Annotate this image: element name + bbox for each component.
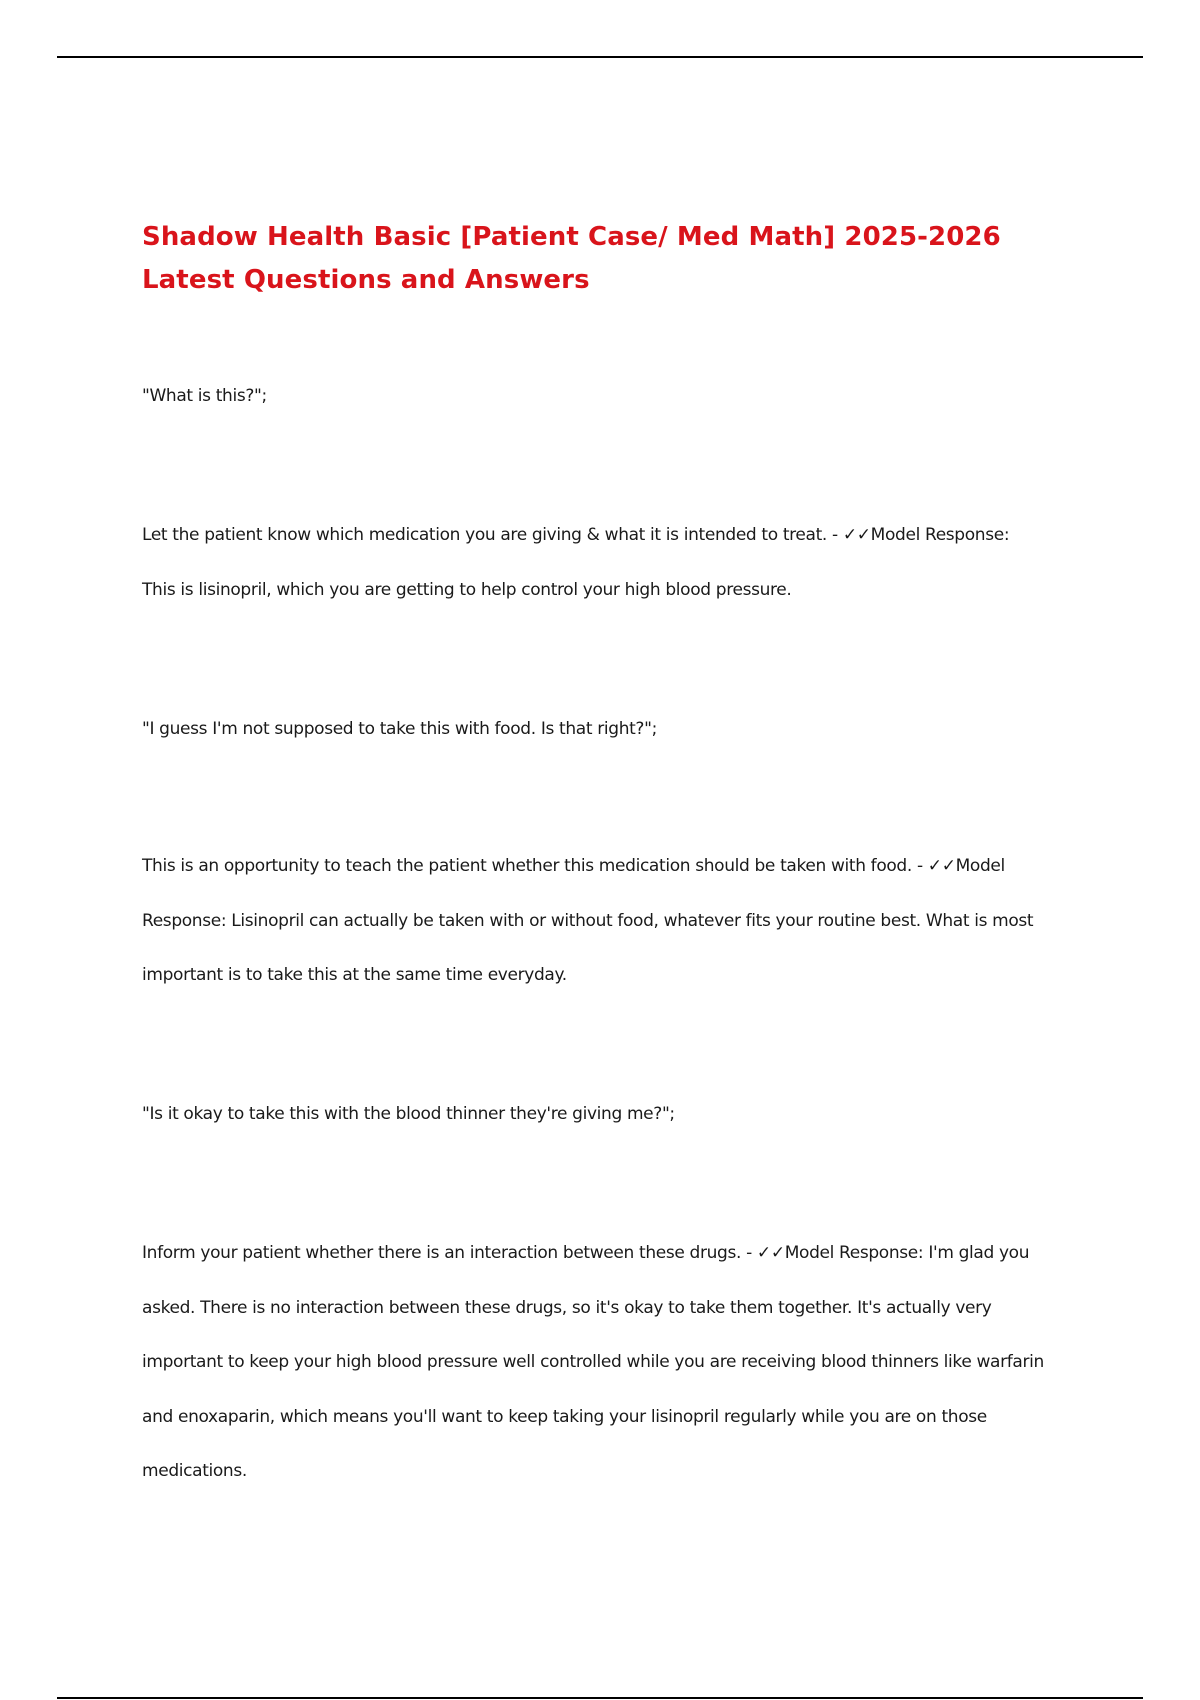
answer-1: Let the patient know which medication you are giving & what it is intended to treat. - ✓✓Model Response: This is lisinopril, which you are getting to help control your high blood pressure. (142, 525, 1010, 600)
question-3: "Is it okay to take this with the blood thinner they're giving me?"; (142, 1104, 675, 1124)
document-title: Shadow Health Basic [Patient Case/ Med Math] 2025-2026 Latest Questions and Answers (142, 222, 1001, 295)
header-rule (57, 56, 1143, 58)
answer-3: Inform your patient whether there is an interaction between these drugs. - ✓✓Model Response: I'm glad you asked. There is no interaction between these drugs, so it's okay to take them together. It's actually very important to keep your high blood pressure well controlled while you are receiving blood thinners like warfarin and enoxaparin, which means you'll want to keep taking your lisinopril regularly while you are on those medications. (142, 1243, 1044, 1481)
question-1: "What is this?"; (142, 386, 267, 406)
footer-rule (57, 1697, 1143, 1699)
answer-2: This is an opportunity to teach the patient whether this medication should be taken with food. - ✓✓Model Response: Lisinopril can actually be taken with or without food, whatever fits your routine best. What is most important is to take this at the same time everyday. (142, 856, 1034, 985)
question-2: "I guess I'm not supposed to take this with food. Is that right?"; (142, 719, 657, 739)
